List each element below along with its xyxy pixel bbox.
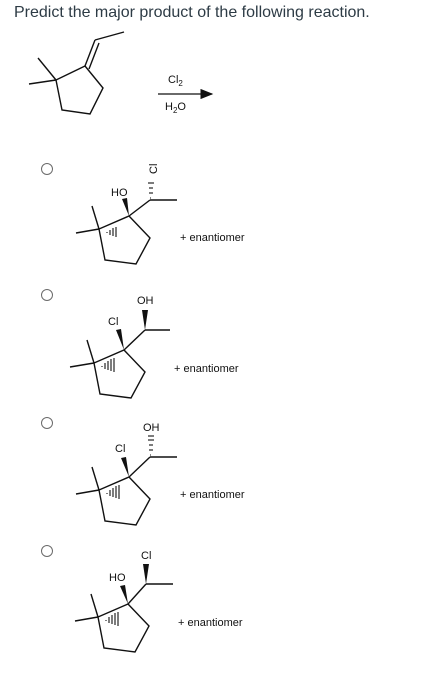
option-1-upper-group: Cl — [148, 163, 160, 174]
option-1-note: + enantiomer — [180, 232, 245, 244]
question-text: Predict the major product of the following reaction. — [14, 4, 370, 21]
option-4-left-group: HO — [109, 572, 126, 584]
reagent-top: $Cl_2$ — [168, 74, 183, 88]
option-1-structure — [76, 164, 245, 264]
option-4-structure — [75, 550, 243, 652]
reagent-bottom: $H_2O$ — [165, 101, 186, 115]
option-1-left-group: HO — [111, 187, 128, 199]
starting-material-structure — [29, 32, 124, 114]
option-4-upper-group: Cl — [141, 550, 152, 562]
option-2-left-group: Cl — [108, 316, 119, 328]
option-2-upper-group: OH — [137, 295, 154, 307]
option-3-structure — [76, 422, 245, 525]
option-3-upper-group: OH — [143, 422, 160, 434]
option-2-note: + enantiomer — [174, 363, 239, 375]
option-3-left-group: Cl — [115, 443, 126, 455]
option-2-structure — [70, 295, 239, 398]
option-3-note: + enantiomer — [180, 489, 245, 501]
option-4-note: + enantiomer — [178, 617, 243, 629]
